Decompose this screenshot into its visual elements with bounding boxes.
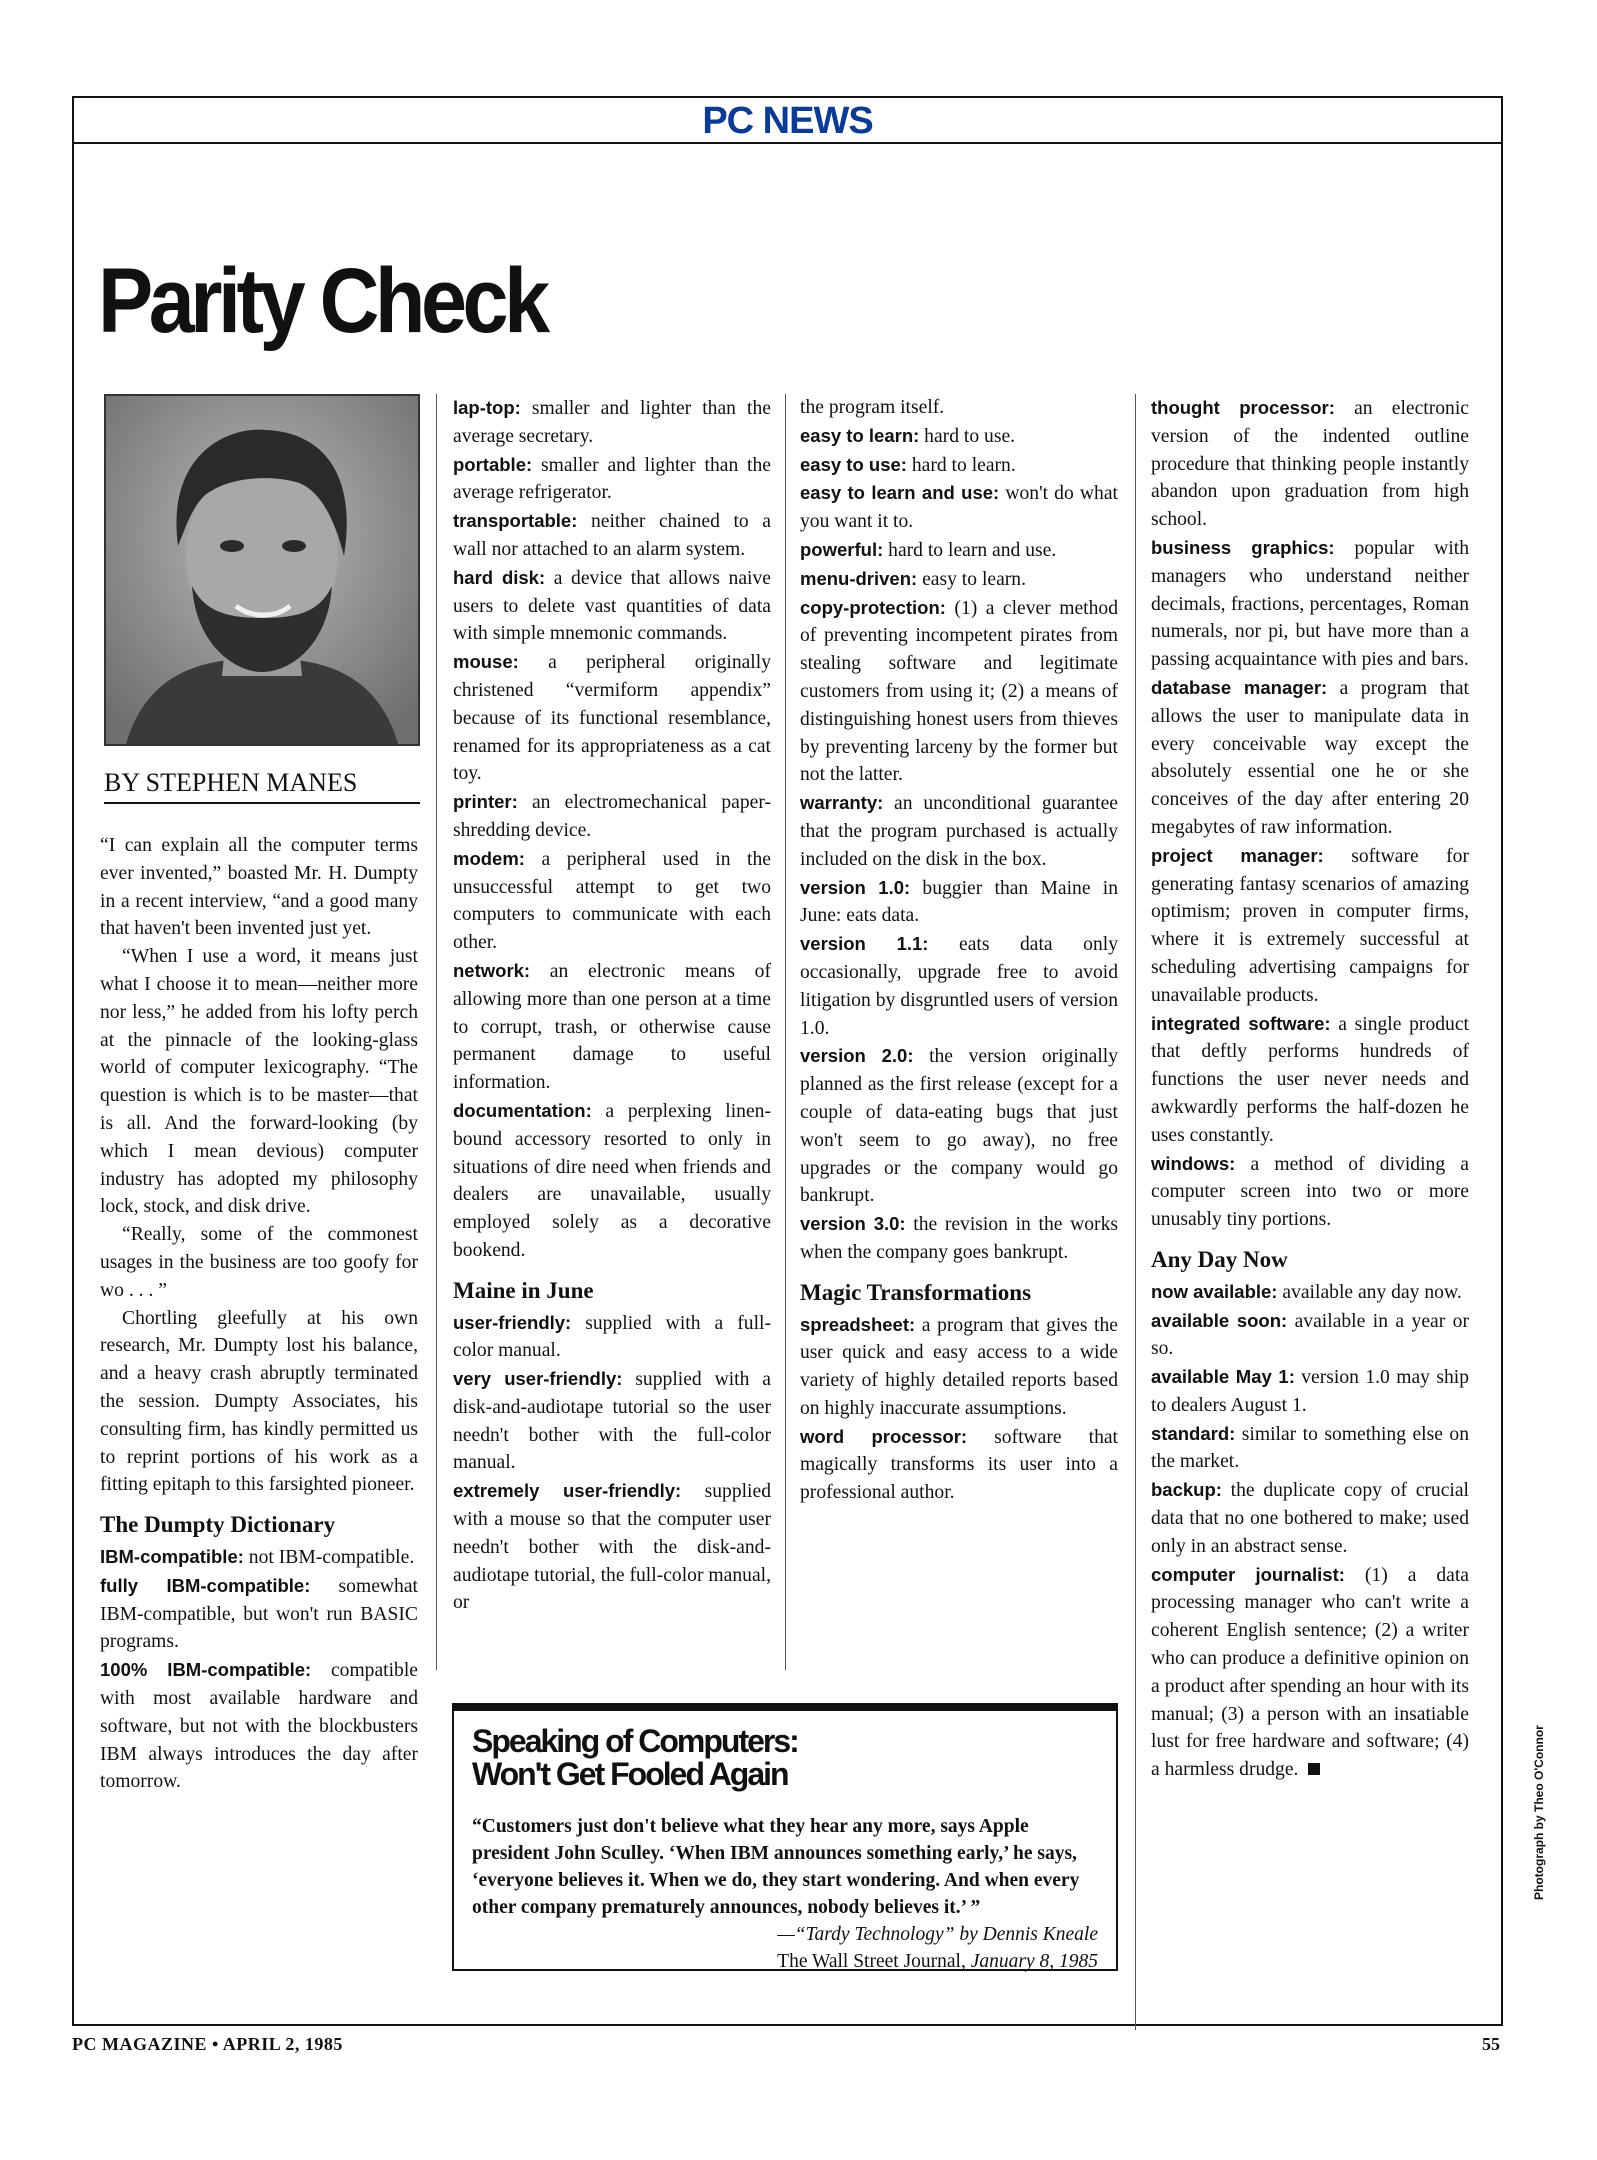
dictionary-entry [800, 479, 1118, 536]
dictionary-entry [800, 1423, 1118, 1507]
dictionary-entry [800, 451, 1118, 480]
dictionary-entry [800, 789, 1118, 873]
dictionary-entry [1151, 842, 1469, 1010]
photo-credit: Photograph by Theo O'Connor [1532, 1725, 1546, 1900]
section-label: PC NEWS [702, 100, 873, 142]
footer-publication: PC MAGAZINE • APRIL 2, 1985 [72, 2034, 343, 2054]
entry-definition: the duplicate copy of crucial data that no one bothered to make; used only in an abstract sense. [1151, 1480, 1469, 1557]
entry-definition: won't do what you want it to. [800, 483, 1118, 533]
entry-definition: a perplexing linen-bound accessory resorted to only in situations of dire need when friends and dealers are unavailable, usually employed solely as a decorative bookend. [453, 1100, 771, 1261]
dictionary-entry [800, 1042, 1118, 1210]
entry-term: transportable: [453, 510, 578, 532]
entry-term: easy to use: [800, 453, 907, 475]
column-4 [1151, 394, 1469, 1784]
entry-term: warranty: [800, 792, 884, 814]
dictionary-entry [800, 536, 1118, 565]
entry-term: extremely user-friendly: [453, 1480, 682, 1502]
entry-term: project manager: [1151, 844, 1324, 866]
entry-term: portable: [453, 453, 533, 475]
entry-term: powerful: [800, 538, 884, 560]
entry-term: word processor: [800, 1425, 968, 1447]
dictionary-entry [1151, 1363, 1469, 1420]
dictionary-entry [1151, 1476, 1469, 1560]
dictionary-entry [800, 565, 1118, 594]
author-photo [104, 394, 420, 746]
attribution-title: —“Tardy Technology” by Dennis Kneale [777, 1924, 1098, 1945]
entry-definition: similar to something else on the market. [1151, 1423, 1469, 1473]
entry-definition: a program that allows the user to manipulate data in every conceivable way except the absolutely essential one he or she conceives of the day after entering 20 megabytes of raw information. [1151, 677, 1470, 838]
dictionary-entry [1151, 394, 1469, 534]
section-heading: The Dumpty Dictionary [100, 1512, 336, 1538]
intro-paragraph: “When I use a word, it means just what I choose it to mean—neither more nor less,” he added from his lofty perch at the pinnacle of the looking-glass world of computer lexicography. “The question is which is to be master—that is all. And the forward-looking (by which I mean devious) computer industry has adopted my philosophy lock, stock, and disk drive. [100, 946, 418, 1218]
entry-term: version 2.0: [800, 1045, 914, 1067]
entry-term: modem: [453, 847, 525, 869]
author-portrait-image [106, 396, 418, 744]
entry-term: mouse: [453, 651, 519, 673]
dictionary-entry [800, 874, 1118, 931]
column-1 [100, 832, 418, 1796]
entry-term: network: [453, 959, 531, 981]
column-rule [785, 394, 786, 1670]
dictionary-entry [1151, 534, 1469, 674]
entry-definition: a program that gives the user quick and easy access to a wide variety of highly detailed reports based on highly inaccurate assumptions. [800, 1314, 1118, 1419]
entry-definition: available any day now. [1277, 1281, 1462, 1303]
column-rule [436, 394, 437, 1670]
dictionary-entry [100, 1543, 418, 1572]
entry-term: thought processor: [1151, 397, 1335, 418]
entry-term: IBM-compatible: [100, 1545, 244, 1567]
dictionary-entry [100, 1572, 418, 1656]
entry-term: easy to learn: [800, 424, 920, 446]
byline: BY STEPHEN MANES [104, 768, 420, 804]
entry-term: user-friendly: [453, 1311, 572, 1333]
entry-definition: eats data only occasionally, upgrade free to avoid litigation by disgruntled users of version 1.0. [800, 934, 1118, 1039]
article-headline: Parity Check [98, 250, 546, 352]
dictionary-entry [453, 507, 771, 564]
dictionary-entry [1151, 1010, 1469, 1150]
entry-term: database manager: [1151, 676, 1328, 698]
entry-definition: neither chained to a wall nor attached to an alarm system. [453, 511, 771, 560]
entry-term: available May 1: [1151, 1366, 1295, 1388]
column-rule [1135, 394, 1136, 2030]
dictionary-entry [100, 1656, 418, 1796]
entry-definition: an electromechanical paper-shredding device. [453, 792, 771, 841]
entry-definition: an electronic version of the indented outline procedure that thinking people instantly abandon upon graduation from high school. [1151, 398, 1469, 531]
entry-definition: supplied with a disk-and-audiotape tutorial so the user needn't bother with the full-color manual. [453, 1369, 771, 1474]
entry-term: integrated software: [1151, 1012, 1331, 1034]
quote-sidebar [452, 1703, 1118, 1971]
entry-definition: compatible with most available hardware and software, but not with the blockbusters IBM always introduces the day after tomorrow. [100, 1660, 418, 1793]
entry-continuation: the program itself. [800, 397, 945, 418]
entry-definition: a single product that deftly performs hundreds of functions the user never needs and awkwardly performs the half-dozen he uses constantly. [1151, 1013, 1469, 1146]
sidebar-subtitle: Won't Get Fooled Again [472, 1756, 788, 1792]
entry-term: now available: [1151, 1280, 1278, 1302]
entry-term: version 3.0: [800, 1213, 906, 1235]
entry-term: backup: [1151, 1479, 1222, 1501]
dictionary-entry [1151, 1420, 1469, 1477]
entry-definition: (1) a data processing manager who can't write a coherent English sentence; (2) a writer who can produce a definitive opinion on a product after spending an hour with its manual; (3) a person with an insatiable lust for free hardware and software; (4) a harmless drudge. [1151, 1564, 1469, 1781]
page-number: 55 [1482, 2034, 1500, 2054]
dictionary-entry [453, 957, 771, 1097]
entry-definition: available in a year or so. [1151, 1310, 1469, 1360]
entry-definition: supplied with a mouse so that the computer user needn't bother with the disk-and-audiotape tutorial, the full-color manual, or [453, 1481, 771, 1614]
entry-definition: a peripheral used in the unsuccessful attempt to get two computers to communicate with each other. [453, 848, 771, 954]
dictionary-entry [1151, 1307, 1469, 1364]
entry-definition: a device that allows naive users to delete vast quantities of data with simple mnemonic commands. [453, 567, 771, 645]
attribution-date: January 8, 1985 [970, 1951, 1098, 1972]
sidebar-title: Speaking of Computers: [472, 1723, 798, 1759]
entry-definition: an electronic means of allowing more than one person at a time to corrupt, trash, or otherwise cause permanent damage to useful information. [453, 960, 771, 1094]
entry-definition: software for generating fantasy scenarios of amazing optimism; proven in computer firms, where it is extremely successful at scheduling advertising campaigns for unavailable products. [1151, 845, 1469, 1006]
dictionary-entry [1151, 674, 1469, 842]
entry-definition: popular with managers who understand neither decimals, fractions, percentages, Roman numerals, nor pi, but have more than a passing acquaintance with pies and bars. [1151, 537, 1469, 671]
entry-term: 100% IBM-compatible: [100, 1659, 312, 1681]
entry-definition: version 1.0 may ship to dealers August 1. [1151, 1367, 1469, 1416]
dictionary-entry [1151, 1150, 1469, 1234]
entry-term: version 1.0: [800, 876, 911, 898]
dictionary-entry [800, 422, 1118, 451]
entry-term: lap-top: [453, 397, 521, 418]
dictionary-entry [453, 451, 771, 508]
entry-definition: somewhat IBM-compatible, but won't run BASIC programs. [100, 1575, 418, 1653]
entry-definition: software that magically transforms its user into a professional author. [800, 1426, 1119, 1504]
entry-term: copy-protection: [800, 596, 946, 618]
intro-paragraph: Chortling gleefully at his own research, Mr. Dumpty lost his balance, and a heavy crash abruptly terminated the session. Dumpty Associates, his consulting firm, has kindly permitted us to reprint portions of his work as a fitting epitaph to this farsighted pioneer. [100, 1307, 418, 1496]
column-2 [453, 394, 771, 1617]
entry-definition: a method of dividing a computer screen into two or more unusably tiny portions. [1151, 1153, 1469, 1231]
entry-term: printer: [453, 791, 518, 813]
entry-definition: not IBM-compatible. [243, 1546, 415, 1568]
dictionary-entry [800, 930, 1118, 1042]
entry-definition: smaller and lighter than the average secretary. [453, 398, 771, 447]
sidebar-quote: “Customers just don't believe what they hear any more, says Apple president John Sculley. ‘When IBM announces something early,’ he says, ‘everyone believes it. When we do, they start wondering. And when every other company prematurely announces, nobody believes it.’ ” [472, 1816, 1080, 1918]
entry-term: spreadsheet: [800, 1313, 916, 1335]
entry-term: computer journalist: [1151, 1563, 1345, 1585]
section-heading: Maine in June [453, 1277, 594, 1303]
section-heading: Any Day Now [1151, 1246, 1288, 1272]
intro-paragraph: “Really, some of the commonest usages in the business are too goofy for wo . . . ” [100, 1224, 418, 1301]
entry-definition: easy to learn. [917, 568, 1026, 590]
entry-definition: a peripheral originally christened “vermiform appendix” because of its functional resemblance, renamed for its appropriateness as a cat toy. [453, 652, 771, 785]
dictionary-entry [1151, 1561, 1469, 1784]
entry-term: documentation: [453, 1099, 592, 1121]
entry-term: hard disk: [453, 566, 546, 588]
sidebar-attribution [472, 1921, 1098, 1948]
entry-definition: hard to use. [919, 425, 1016, 447]
entry-definition: the revision in the works when the company goes bankrupt. [800, 1214, 1118, 1263]
entry-term: very user-friendly: [453, 1368, 623, 1390]
entry-definition: an unconditional guarantee that the program purchased is actually included on the disk in the box. [800, 793, 1118, 870]
end-of-article-mark [1308, 1763, 1320, 1775]
sidebar-source [472, 1948, 1098, 1975]
dictionary-entry [453, 1097, 771, 1265]
dictionary-entry [453, 1365, 771, 1477]
entry-term: menu-driven: [800, 567, 918, 589]
attribution-source: The Wall Street Journal, [777, 1951, 971, 1972]
entry-term: available soon: [1151, 1309, 1288, 1331]
entry-term: business graphics: [1151, 536, 1335, 558]
dictionary-entry [1151, 1278, 1469, 1307]
dictionary-entry [453, 564, 771, 648]
dictionary-entry [453, 1477, 771, 1617]
entry-term: standard: [1151, 1422, 1236, 1444]
dictionary-entry [800, 1311, 1118, 1423]
entry-definition: (1) a clever method of preventing incompetent pirates from stealing software and legitimate customers from using it; (2) a means of distinguishing honest users from thieves by preventing larceny by the former but not the latter. [800, 597, 1118, 786]
dictionary-entry [453, 1309, 771, 1366]
dictionary-entry [453, 788, 771, 845]
entry-definition: supplied with a full-color manual. [453, 1312, 771, 1362]
entry-definition: hard to learn. [906, 454, 1016, 476]
section-heading: Magic Transformations [800, 1279, 1032, 1305]
entry-term: fully IBM-compatible: [100, 1574, 311, 1596]
dictionary-entry [453, 648, 771, 788]
entry-definition: smaller and lighter than the average refrigerator. [453, 454, 771, 504]
entry-definition: hard to learn and use. [883, 539, 1057, 561]
intro-paragraph: “I can explain all the computer terms ever invented,” boasted Mr. H. Dumpty in a recent interview, “and a good many that haven't been invented just yet. [100, 835, 418, 940]
dictionary-entry [800, 1210, 1118, 1267]
column-3 [800, 394, 1118, 1507]
dictionary-entry [453, 845, 771, 957]
entry-definition: buggier than Maine in June: eats data. [800, 877, 1118, 927]
entry-term: easy to learn and use: [800, 482, 1000, 504]
entry-definition: the version originally planned as the first release (except for a couple of data-eating bugs that just won't seem to go away), no free upgrades or the company would go bankrupt. [800, 1046, 1119, 1207]
dictionary-entry [800, 594, 1118, 790]
entry-term: version 1.1: [800, 933, 929, 955]
dictionary-entry [453, 394, 771, 451]
entry-term: windows: [1151, 1152, 1236, 1174]
